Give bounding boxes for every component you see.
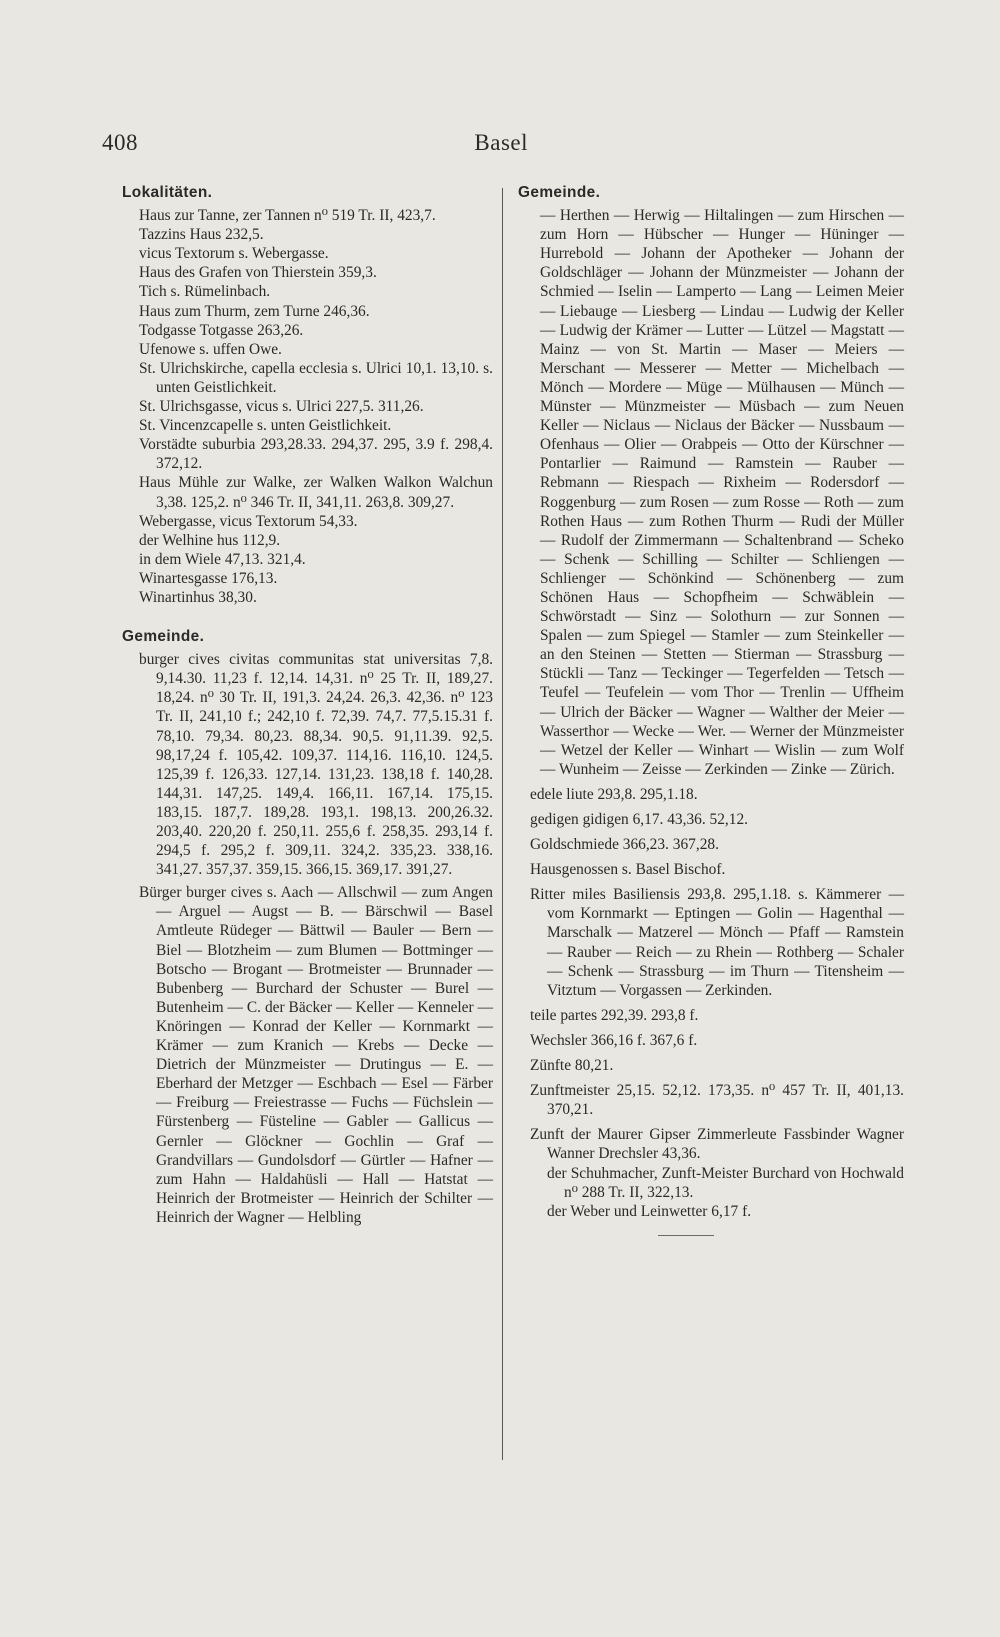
index-entry: St. Ulrichskirche, capella ecclesia s. Ulrici 10,1. 13,10. s. unten Geistlichkeit.	[139, 359, 493, 396]
index-entry: edele liute 293,8. 295,1.18.	[530, 785, 698, 803]
index-subentry: der Weber und Leinwetter 6,17 f.	[547, 1202, 752, 1220]
index-entry: Winartinhus 38,30.	[139, 588, 257, 606]
index-entry: Ritter miles Basiliensis 293,8. 295,1.18. s. Kämmerer — vom Kornmarkt — Eptingen — Golin — Hagenthal — Marschalk — Matzerel — Mönch — Pfaff — Ramstein — Rauber — Reich — zu Rhein — Rothberg — Schaler — Schenk — Strassburg — im Thurn — Titensheim — Vitztum — Vorgassen — Zerkinden.	[530, 886, 904, 999]
index-entry: Zunftmeister 25,15. 52,12. 173,35. n⁰ 457 Tr. II, 401,13. 370,21.	[530, 1082, 904, 1119]
index-entry: Vorstädte suburbia 293,28.33. 294,37. 295, 3.9 f. 298,4. 372,12.	[139, 436, 493, 473]
index-entry: Haus des Grafen von Thierstein 359,3.	[139, 264, 377, 282]
index-entry: Haus zum Thurm, zem Turne 246,36.	[139, 302, 370, 320]
lokalitaeten-list	[122, 206, 493, 607]
right-column	[518, 183, 904, 1236]
index-entry: Winartesgasse 176,13.	[139, 569, 278, 587]
index-entry: Haus Mühle zur Walke, zer Walken Walkon Walchun 3,38. 125,2. n⁰ 346 Tr. II, 341,11. 263,8. 309,27.	[139, 474, 493, 511]
section-heading-lokalitaeten: Lokalitäten.	[122, 184, 213, 201]
index-entry: der Welhine hus 112,9.	[139, 531, 281, 549]
section-heading-gemeinde-cont: Gemeinde.	[518, 184, 601, 201]
index-entry-burger: burger cives civitas communitas stat universitas 7,8. 9,14.30. 11,23 f. 12,14. 14,31. n⁰ 25 Tr. II, 189,27. 18,24. n⁰ 30 Tr. II, 191,3. 24,24. 26,3. 42,36. n⁰ 123 Tr. II, 241,10 f.; 242,10 f. 72,39. 74,7. 77,5.15.31 f. 78,10. 79,34. 80,23. 88,34. 90,5. 91,11.39. 92,5. 98,17,24 f. 105,42. 109,37. 114,16. 116,10. 124,5. 125,39 f. 126,33. 127,14. 131,23. 138,18 f. 140,28. 144,31. 147,25. 149,4. 166,11. 167,14. 175,15. 183,15. 187,7. 189,28. 193,1. 198,13. 200,26.32. 203,40. 220,20 f. 250,11. 255,6 f. 258,35. 293,14 f. 294,5 f. 295,2 f. 309,11. 324,2. 335,23. 338,16. 341,27. 357,37. 359,15. 366,15. 369,17. 391,27.	[139, 651, 493, 879]
index-entry: Tazzins Haus 232,5.	[139, 226, 264, 244]
index-entry: St. Ulrichsgasse, vicus s. Ulrici 227,5. 311,26.	[139, 398, 424, 416]
index-entry: Tich s. Rümelinbach.	[139, 283, 271, 301]
index-entry: Wechsler 366,16 f. 367,6 f.	[530, 1031, 698, 1049]
index-entry: Webergasse, vicus Textorum 54,33.	[139, 512, 358, 530]
running-title: Basel	[474, 130, 528, 155]
index-entry: Hausgenossen s. Basel Bischof.	[530, 861, 726, 879]
index-entry: Zünfte 80,21.	[530, 1057, 614, 1075]
index-entry-continuation: — Herthen — Herwig — Hiltalingen — zum Hirschen — zum Horn — Hübscher — Hunger — Hüninger — Hurrebold — Johann der Apotheker — Johann der Goldschläger — Johann der Münzmeister — Johann der Schmied — Iselin — Lamperto — Lang — Leimen Meier — Liebauge — Liesberg — Lindau — Ludwig der Keller — Ludwig der Krämer — Lutter — Lützel — Magstatt — Mainz — von St. Martin — Maser — Meiers — Merschant — Messerer — Metter — Michelbach — Mönch — Mordere — Müge — Mülhausen — Münch — Münster — Münzmeister — Müsbach — zum Neuen Keller — Niclaus — Niclaus der Bäcker — Nussbaum — Ofenhaus — Olier — Orabpeis — Otto der Kürschner — Pontarlier — Raimund — Ramstein — Rauber — Rebmann — Riespach — Rixheim — Rodersdorf — Roggenburg — zum Rosen — zum Rosse — Roth — zum Rothen Haus — zum Rothen Thurm — Rudi der Müller — Rudolf der Zimmermann — Schaltenbrand — Scheko — Schenk — Schilling — Schilter — Schliengen — Schlienger — Schönkind — Schönenberg — zum Schönen Haus — Schopfheim — Schwäblein — Schwörstadt — Sinz — Solothurn — zur Sonnen — Spalen — zum Spiegel — Stamler — zum Steinkeller — an den Steinen — Stetten — Stierman — Strassburg — Stückli — Tanz — Teckinger — Tegerfelden — Tetsch — Teufel — Teufelein — vom Thor — Trenlin — Uffheim — Ulrich der Bäcker — Wagner — Walther der Meier — Wasserthor — Wecke — Wer. — Werner der Münzmeister — Wetzel der Keller — Winhart — Wislin — zum Wolf — Wunheim — Zeisse — Zerkinden — Zinke — Zürich.	[540, 207, 904, 778]
index-entry: vicus Textorum s. Webergasse.	[139, 245, 329, 263]
index-entry: Ufenowe s. uffen Owe.	[139, 340, 282, 358]
index-entry: gedigen gidigen 6,17. 43,36. 52,12.	[530, 811, 749, 828]
index-entry: teile partes 292,39. 293,8 f.	[530, 1006, 699, 1024]
gemeinde-continued	[530, 206, 904, 1236]
index-entry: Todgasse Totgasse 263,26.	[139, 321, 304, 339]
index-entry: St. Vincenzcapelle s. unten Geistlichkeit.	[139, 417, 392, 435]
index-entry: Zunft der Maurer Gipser Zimmerleute Fassbinder Wagner Wanner Drechsler 43,36.	[530, 1126, 904, 1163]
section-heading-gemeinde: Gemeinde.	[122, 628, 205, 646]
index-entry-buerger: Bürger burger cives s. Aach — Allschwil — zum Angen — Arguel — Augst — B. — Bärschwil — Basel Amtleute Rüdeger — Bättwil — Bauler — Bern — Biel — Blotzheim — zum Blumen — Bottminger — Botscho — Brogant — Brotmeister — Brunnader — Bubenberg — Burchard der Schuster — Burel — Butenheim — C. der Bäcker — Keller — Kenneler — Knöringen — Konrad der Keller — Kornmarkt — Krämer — zum Kranich — Krebs — Decke — Dietrich der Münzmeister — Drutingus — E. — Eberhard der Metzger — Eschbach — Esel — Färber — Freiburg — Freiestrasse — Fuchs — Füchslein — Fürstenberg — Füsteline — Gabler — Gallicus — Gernler — Glöckner — Gochlin — Graf — Grandvillars — Gundolsdorf — Gürtler — Hafner — zum Hahn — Haldahüsli — Hall — Hatstat — Heinrich der Brotmeister — Heinrich der Schilter — Heinrich der Wagner — Helbling	[139, 884, 493, 1226]
index-subentry: der Schuhmacher, Zunft-Meister Burchard von Hochwald n⁰ 288 Tr. II, 322,13.	[547, 1164, 904, 1201]
index-entry: Goldschmiede 366,23. 367,28.	[530, 836, 719, 854]
index-entry: in dem Wiele 47,13. 321,4.	[139, 550, 306, 568]
gemeinde-list	[122, 650, 493, 1227]
end-rule	[658, 1235, 714, 1236]
page-number: 408	[102, 130, 138, 155]
left-column	[122, 183, 493, 1227]
index-entry: Haus zur Tanne, zer Tannen n⁰ 519 Tr. II, 423,7.	[139, 207, 436, 225]
column-divider	[502, 188, 503, 1460]
